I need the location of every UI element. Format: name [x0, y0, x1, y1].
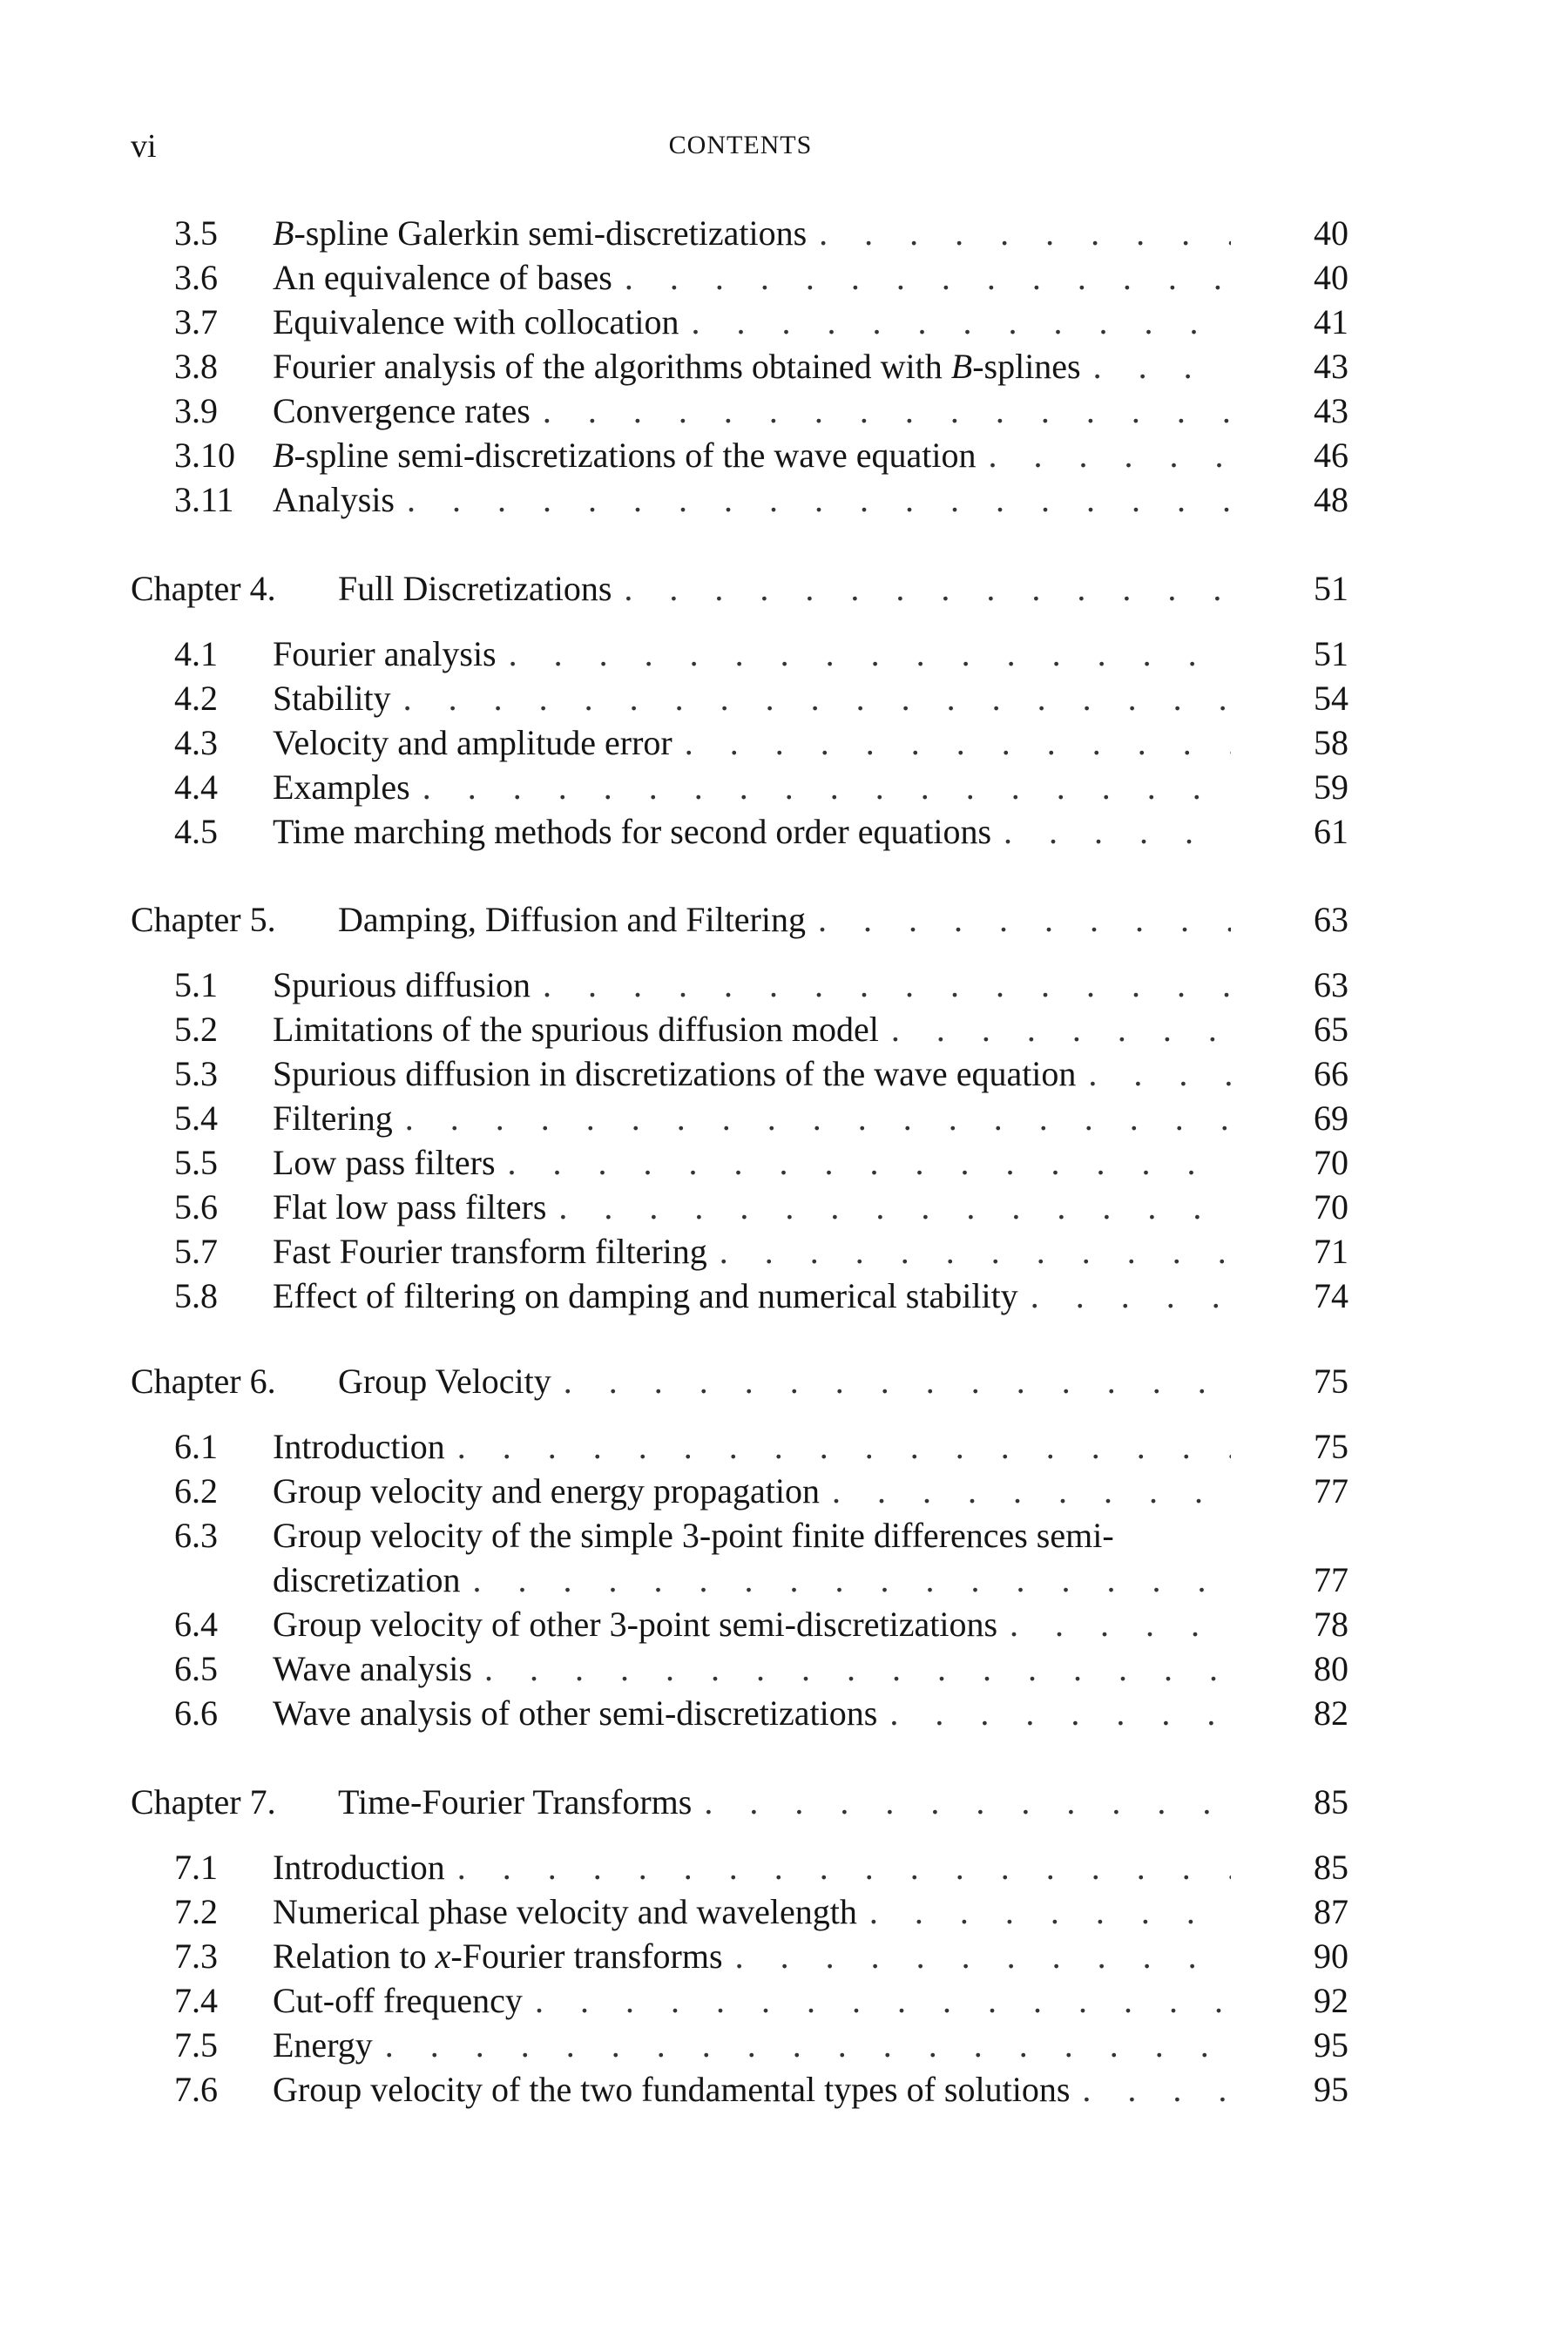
toc-section-entry	[0, 1934, 1568, 1979]
page-reference: 75	[1314, 1427, 1348, 1466]
section-title: An equivalence of bases	[273, 258, 612, 297]
page-reference: 75	[1314, 1362, 1348, 1401]
dot-leader	[889, 1691, 1231, 1736]
chapter-label: Chapter 7.	[131, 1782, 276, 1821]
dot-leader	[543, 389, 1231, 434]
section-title: Spurious diffusion	[273, 965, 531, 1004]
dot-leader	[457, 1424, 1231, 1470]
section-number: 5.5	[174, 1143, 218, 1182]
section-title: Group velocity and energy propagation	[273, 1471, 820, 1511]
section-number: 7.1	[174, 1848, 218, 1887]
toc-chapter-entry	[0, 566, 1568, 612]
section-title: B-spline semi-discretizations of the wave equation	[273, 436, 977, 475]
section-title: Flat low pass filters	[273, 1187, 547, 1227]
section-title: Analysis	[273, 480, 395, 519]
section-number: 7.3	[174, 1936, 218, 1976]
page-title: CONTENTS	[668, 131, 813, 159]
dot-leader	[407, 477, 1231, 523]
toc-section-entry	[0, 809, 1568, 855]
page-reference: 70	[1314, 1187, 1348, 1227]
toc-section-entry	[0, 1513, 1568, 1558]
page-reference: 77	[1314, 1560, 1348, 1599]
section-number: 3.5	[174, 213, 218, 253]
section-number: 3.8	[174, 347, 218, 386]
page-reference: 58	[1314, 723, 1348, 762]
chapter-title: Group Velocity	[338, 1362, 551, 1401]
toc-section-entry	[0, 389, 1568, 434]
toc-section-entry	[0, 1274, 1568, 1319]
section-number: 5.7	[174, 1232, 218, 1271]
section-title: Effect of filtering on damping and numerical stability	[273, 1276, 1018, 1315]
section-number: 3.11	[174, 480, 234, 519]
toc-continuation-line	[0, 1558, 1568, 1603]
chapter-title: Damping, Diffusion and Filtering	[338, 900, 806, 939]
dot-leader	[869, 1889, 1231, 1935]
section-title: Fourier analysis	[273, 634, 497, 673]
dot-leader	[403, 676, 1231, 721]
dot-leader	[735, 1934, 1231, 1979]
dot-leader	[405, 1096, 1231, 1141]
page-reference: 92	[1314, 1981, 1348, 2020]
page-reference: 63	[1314, 900, 1348, 939]
section-number: 3.7	[174, 302, 218, 341]
section-number: 5.4	[174, 1098, 218, 1138]
dot-leader	[558, 1185, 1231, 1230]
toc-section-entry	[0, 1185, 1568, 1230]
toc-section-entry	[0, 720, 1568, 766]
section-title: Time marching methods for second order equations	[273, 812, 992, 851]
section-number: 7.5	[174, 2025, 218, 2065]
section-number: 6.6	[174, 1693, 218, 1733]
section-title: Spurious diffusion in discretizations of the wave equation	[273, 1054, 1077, 1093]
toc-section-entry	[0, 1978, 1568, 2024]
page-reference: 41	[1314, 302, 1348, 341]
section-number: 3.9	[174, 391, 218, 430]
page-reference: 85	[1314, 1848, 1348, 1887]
toc-section-entry	[0, 1691, 1568, 1736]
dot-leader	[989, 433, 1231, 478]
page-reference: 87	[1314, 1892, 1348, 1931]
dot-leader	[509, 632, 1231, 677]
section-title: Convergence rates	[273, 391, 531, 430]
dot-leader	[624, 566, 1231, 612]
section-title-continuation: discretization	[273, 1560, 461, 1599]
chapter-label: Chapter 5.	[131, 900, 276, 939]
section-title: Energy	[273, 2025, 373, 2065]
dot-leader	[472, 1558, 1231, 1603]
section-title: Wave analysis of other semi-discretizations	[273, 1693, 878, 1733]
section-number: 4.1	[174, 634, 218, 673]
toc-section-entry	[0, 255, 1568, 301]
dot-leader	[704, 1780, 1231, 1825]
dot-leader	[1082, 2067, 1231, 2112]
section-title: Group velocity of the simple 3-point finite differences semi-	[273, 1516, 1114, 1555]
toc-section-entry	[0, 433, 1568, 478]
toc-section-entry	[0, 1602, 1568, 1647]
section-number: 3.10	[174, 436, 235, 475]
page-reference: 63	[1314, 965, 1348, 1004]
section-title: Wave analysis	[273, 1649, 472, 1688]
dot-leader	[1031, 1274, 1231, 1319]
toc-section-entry	[0, 1140, 1568, 1186]
page-reference: 90	[1314, 1936, 1348, 1976]
page-reference: 95	[1314, 2025, 1348, 2065]
toc-section-entry	[0, 211, 1568, 256]
toc-section-entry	[0, 2023, 1568, 2068]
section-number: 6.2	[174, 1471, 218, 1511]
section-title: Fourier analysis of the algorithms obtained with B-splines	[273, 347, 1081, 386]
page-reference: 65	[1314, 1010, 1348, 1049]
dot-leader	[1088, 1051, 1231, 1097]
section-title: Filtering	[273, 1098, 393, 1138]
dot-leader	[819, 211, 1231, 256]
toc-chapter-entry	[0, 897, 1568, 943]
section-number: 7.4	[174, 1981, 218, 2020]
section-title: Velocity and amplitude error	[273, 723, 672, 762]
section-number: 4.4	[174, 767, 218, 807]
page-reference: 43	[1314, 391, 1348, 430]
chapter-label: Chapter 4.	[131, 569, 276, 608]
page-reference: 40	[1314, 213, 1348, 253]
section-number: 7.6	[174, 2070, 218, 2109]
toc-section-entry	[0, 344, 1568, 389]
dot-leader	[508, 1140, 1231, 1186]
chapter-title: Time-Fourier Transforms	[338, 1782, 693, 1821]
section-title: Numerical phase velocity and wavelength	[273, 1892, 857, 1931]
page-reference: 40	[1314, 258, 1348, 297]
page-reference: 80	[1314, 1649, 1348, 1688]
dot-leader	[818, 897, 1231, 943]
section-title: Cut-off frequency	[273, 1981, 523, 2020]
section-title: Stability	[273, 679, 391, 718]
toc-section-entry	[0, 2067, 1568, 2112]
section-number: 6.4	[174, 1605, 218, 1644]
section-number: 4.2	[174, 679, 218, 718]
page-reference: 82	[1314, 1693, 1348, 1733]
page-reference: 51	[1314, 634, 1348, 673]
section-number: 5.1	[174, 965, 218, 1004]
section-number: 5.8	[174, 1276, 218, 1315]
dot-leader	[832, 1469, 1231, 1514]
page-reference: 70	[1314, 1143, 1348, 1182]
toc-section-entry	[0, 1051, 1568, 1097]
toc-section-entry	[0, 632, 1568, 677]
section-title: Relation to x-Fourier transforms	[273, 1936, 723, 1976]
toc-section-entry	[0, 1096, 1568, 1141]
page-reference: 71	[1314, 1232, 1348, 1271]
dot-leader	[625, 255, 1231, 301]
page-reference: 54	[1314, 679, 1348, 718]
section-title: Introduction	[273, 1848, 445, 1887]
section-title: Low pass filters	[273, 1143, 496, 1182]
page-number: vi	[131, 128, 157, 165]
toc-section-entry	[0, 963, 1568, 1008]
section-number: 7.2	[174, 1892, 218, 1931]
toc-chapter-entry	[0, 1359, 1568, 1404]
dot-leader	[535, 1978, 1231, 2024]
page-reference: 51	[1314, 569, 1348, 608]
section-number: 6.3	[174, 1516, 218, 1555]
page-reference: 59	[1314, 767, 1348, 807]
toc-section-entry	[0, 1007, 1568, 1052]
dot-leader	[1010, 1602, 1231, 1647]
dot-leader	[484, 1646, 1231, 1692]
page-reference: 43	[1314, 347, 1348, 386]
section-number: 4.3	[174, 723, 218, 762]
page-reference: 69	[1314, 1098, 1348, 1138]
section-title: Group velocity of other 3-point semi-discretizations	[273, 1605, 998, 1644]
dot-leader	[891, 1007, 1231, 1052]
section-number: 6.5	[174, 1649, 218, 1688]
section-number: 5.6	[174, 1187, 218, 1227]
section-number: 4.5	[174, 812, 218, 851]
toc-section-entry	[0, 676, 1568, 721]
toc-chapter-entry	[0, 1780, 1568, 1825]
dot-leader	[720, 1229, 1231, 1274]
dot-leader	[422, 765, 1231, 810]
page-reference: 85	[1314, 1782, 1348, 1821]
page-reference: 78	[1314, 1605, 1348, 1644]
toc-section-entry	[0, 1424, 1568, 1470]
dot-leader	[543, 963, 1231, 1008]
section-title: Introduction	[273, 1427, 445, 1466]
chapter-label: Chapter 6.	[131, 1362, 276, 1401]
dot-leader	[1004, 809, 1231, 855]
section-title: B-spline Galerkin semi-discretizations	[273, 213, 808, 253]
toc-section-entry	[0, 765, 1568, 810]
section-number: 6.1	[174, 1427, 218, 1466]
page-reference: 74	[1314, 1276, 1348, 1315]
toc-section-entry	[0, 300, 1568, 345]
section-title: Equivalence with collocation	[273, 302, 679, 341]
section-number: 5.3	[174, 1054, 218, 1093]
dot-leader	[457, 1845, 1231, 1890]
page-reference: 46	[1314, 436, 1348, 475]
toc-section-entry	[0, 477, 1568, 523]
dot-leader	[385, 2023, 1231, 2068]
chapter-title: Full Discretizations	[338, 569, 612, 608]
toc-section-entry	[0, 1229, 1568, 1274]
section-title: Limitations of the spurious diffusion model	[273, 1010, 879, 1049]
dot-leader	[685, 720, 1231, 766]
dot-leader	[692, 300, 1231, 345]
toc-section-entry	[0, 1646, 1568, 1692]
page-reference: 95	[1314, 2070, 1348, 2109]
page-reference: 66	[1314, 1054, 1348, 1093]
toc-section-entry	[0, 1845, 1568, 1890]
section-title: Fast Fourier transform filtering	[273, 1232, 707, 1271]
toc-section-entry	[0, 1469, 1568, 1514]
page-reference: 48	[1314, 480, 1348, 519]
page-reference: 61	[1314, 812, 1348, 851]
section-number: 5.2	[174, 1010, 218, 1049]
section-title: Group velocity of the two fundamental types of solutions	[273, 2070, 1071, 2109]
dot-leader	[564, 1359, 1231, 1404]
toc-section-entry	[0, 1889, 1568, 1935]
dot-leader	[1093, 344, 1231, 389]
section-title: Examples	[273, 767, 410, 807]
page-reference: 77	[1314, 1471, 1348, 1511]
section-number: 3.6	[174, 258, 218, 297]
